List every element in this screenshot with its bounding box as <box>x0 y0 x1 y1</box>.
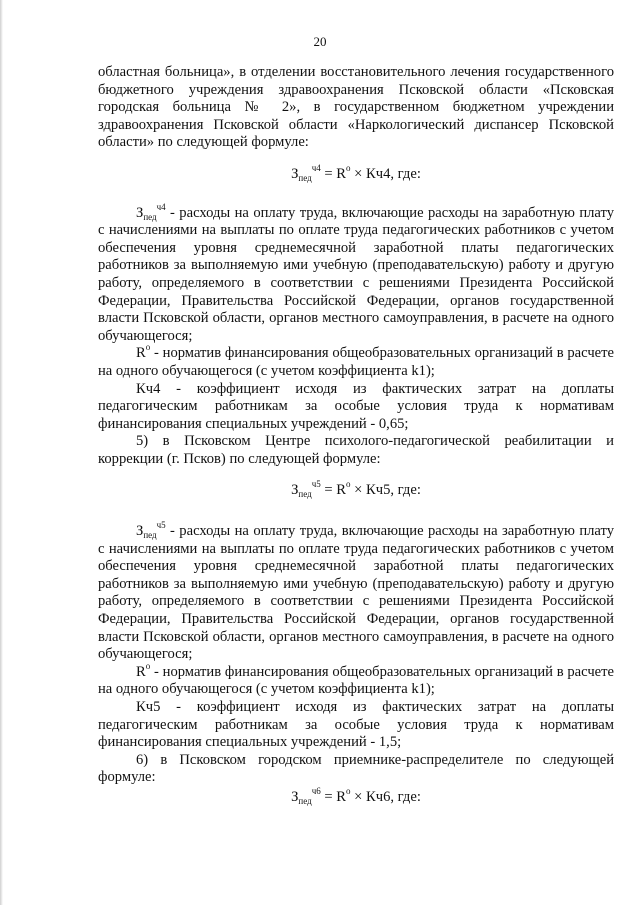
def-z-ch4-text: - расходы на оплату труда, включающие расходы на заработную плату с начислениями на выплаты по оплате труда педагогических работников с учетом обеспечения уровня среднемесячной заработной платы педагогических работников за выполняемую ими учебную (преподавательскую) работу и другую работу, определяемого в соответствии с решениями Президента Российской Федерации, Правительства Российской Федерации, органов государственной власти Псковской области, органов местного самоуправления, в расчете на одного обучающегося; <box>98 204 614 344</box>
def-r-ch5-sup: о <box>145 660 151 671</box>
formula-ch4-lhs-sub: пед <box>298 172 312 183</box>
def-z-ch5-sub: пед <box>143 530 157 541</box>
formula-ch4 <box>98 162 614 184</box>
formula-ch4-rhs: = R <box>320 165 346 182</box>
definition-k-ch4: Кч4 - коэффициент исходя из фактических затрат на доплаты педагогическим работникам за особые условия труда к нормативам финансирования специальных учреждений - 0,65; <box>98 380 614 432</box>
formula-ch5-lhs-sub: пед <box>298 489 312 500</box>
formula-ch6-lhs-sup: ч6 <box>311 785 321 796</box>
formula-ch6-tail: × Кч6, где: <box>350 788 421 805</box>
def-z-ch5-text: - расходы на оплату труда, включающие расходы на заработную плату с начислениями на выплаты по оплате труда педагогических работников с учетом обеспечения уровня среднемесячной заработной платы педагогических работников за выполняемую ими учебную (преподавательскую) работу и другую работу, определяемого в соответствии с решениями Президента Российской Федерации, Правительства Российской Федерации, органов государственной власти Псковской области, органов местного самоуправления, в расчете на одного обучающегося; <box>98 523 614 663</box>
def-r-ch4-text: - норматив финансирования общеобразовательных организаций в расчете на одного обучающегося (с учетом коэффициента k1); <box>98 345 614 379</box>
formula-ch5-lhs-sup: ч5 <box>311 479 321 490</box>
def-r-ch4-symbol: R <box>136 345 146 362</box>
formula-ch5-rhs: = R <box>320 482 346 499</box>
page-number: 20 <box>313 34 327 49</box>
item-6-paragraph: 6) в Псковском городском приемнике-распределителе по следующей формуле: <box>98 751 614 786</box>
def-r-ch5-text: - норматив финансирования общеобразовательных организаций в расчете на одного обучающегося (с учетом коэффициента k1); <box>98 663 614 698</box>
scan-edge <box>0 0 3 905</box>
def-z-ch4-symbol: З <box>136 204 144 221</box>
definition-z-ch5 <box>98 520 614 664</box>
formula-ch5-rhs-sup: о <box>345 479 351 490</box>
page-content <box>98 64 614 807</box>
formula-ch5 <box>98 479 614 500</box>
formula-ch4-rhs-sup: о <box>345 162 351 173</box>
formula-ch6-lhs: З <box>291 788 299 805</box>
formula-ch5-lhs: З <box>291 482 299 499</box>
formula-ch6 <box>98 785 614 807</box>
formula-ch5-tail: × Кч5, где: <box>350 482 421 499</box>
formula-ch6-lhs-sub: пед <box>298 795 312 806</box>
def-z-ch4-sub: пед <box>143 211 157 222</box>
definition-r-ch4 <box>98 342 614 380</box>
formula-ch4-tail: × Кч4, где: <box>350 165 421 182</box>
item-5-paragraph: 5) в Псковском Центре психолого-педагогической реабилитации и коррекции (г. Псков) по следующей формуле: <box>98 433 614 467</box>
formula-ch4-lhs-sup: ч4 <box>311 162 321 173</box>
def-r-ch5-symbol: R <box>136 663 146 680</box>
def-z-ch5-symbol: З <box>136 523 144 540</box>
formula-ch4-lhs: З <box>291 165 299 182</box>
definition-r-ch5 <box>98 660 614 699</box>
def-r-ch4-sup: о <box>145 342 151 353</box>
def-z-ch5-sup: ч5 <box>156 520 166 531</box>
definition-k-ch5: Кч5 - коэффициент исходя из фактических затрат на доплаты педагогическим работникам за особые условия труда к нормативам финансирования специальных учреждений - 1,5; <box>98 699 614 751</box>
formula-ch6-rhs-sup: о <box>345 785 351 796</box>
intro-paragraph: областная больница», в отделении восстановительного лечения государственного бюджетного учреждения здравоохранения Псковской области «Псковская городская больница № 2», в государственном бюджетном учреждении здравоохранения Псковской области «Наркологический диспансер Псковской области» по следующей формуле: <box>98 64 614 151</box>
formula-ch6-rhs: = R <box>320 788 346 805</box>
def-z-ch4-sup: ч4 <box>156 201 166 212</box>
definition-z-ch4 <box>98 201 614 346</box>
